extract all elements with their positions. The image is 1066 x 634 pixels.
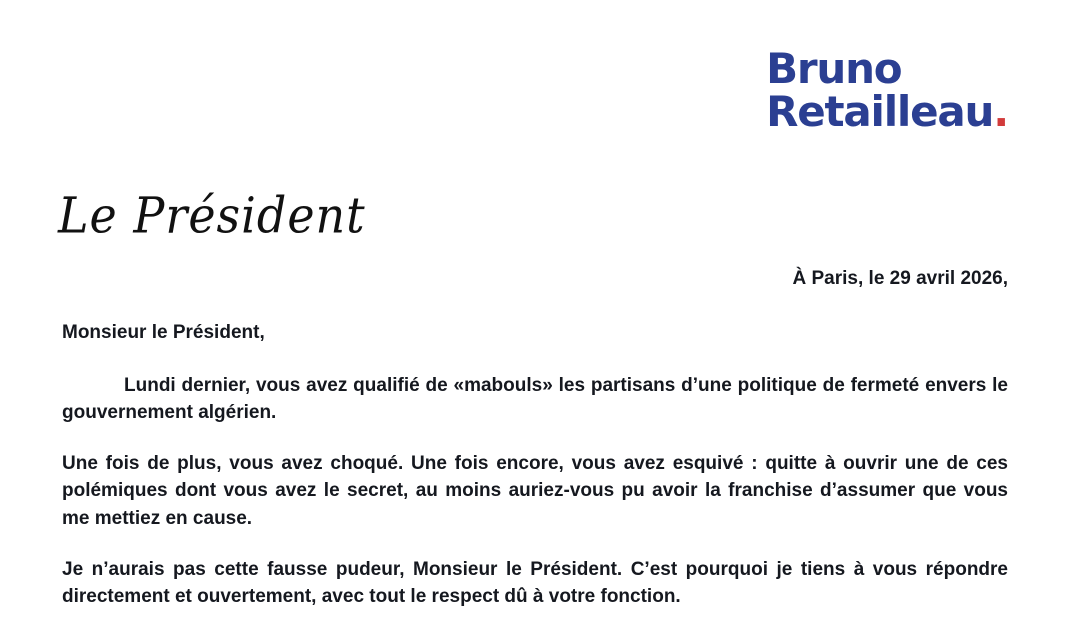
salutation: Monsieur le Président, xyxy=(62,322,265,343)
date-line: À Paris, le 29 avril 2026, xyxy=(792,268,1008,289)
logo-first-name: Bruno xyxy=(766,44,902,93)
logo-last-name xyxy=(766,87,1008,137)
paragraph-2: Une fois de plus, vous avez choqué. Une fois encore, vous avez esquivé : quitte à ouvrir une de ces polémiques dont vous avez le secret, au moins auriez-vous pu avoir la franchise d’assumer que vous me mettiez en cause. xyxy=(62,453,1008,529)
logo-dot: . xyxy=(993,87,1008,137)
logo-last-name-text: Retailleau xyxy=(766,87,994,137)
logo xyxy=(766,44,1008,137)
script-title: Le Président xyxy=(58,186,366,245)
paragraph-3: Je n’aurais pas cette fausse pudeur, Monsieur le Président. C’est pourquoi je tiens à vous répondre directement et ouvertement, avec tout le respect dû à votre fonction. xyxy=(62,558,1008,607)
letter-body xyxy=(62,322,1008,634)
paragraph-1: Lundi dernier, vous avez qualifié de «mabouls» les partisans d’une politique de fermeté envers le gouvernement algérien. xyxy=(62,375,1008,424)
